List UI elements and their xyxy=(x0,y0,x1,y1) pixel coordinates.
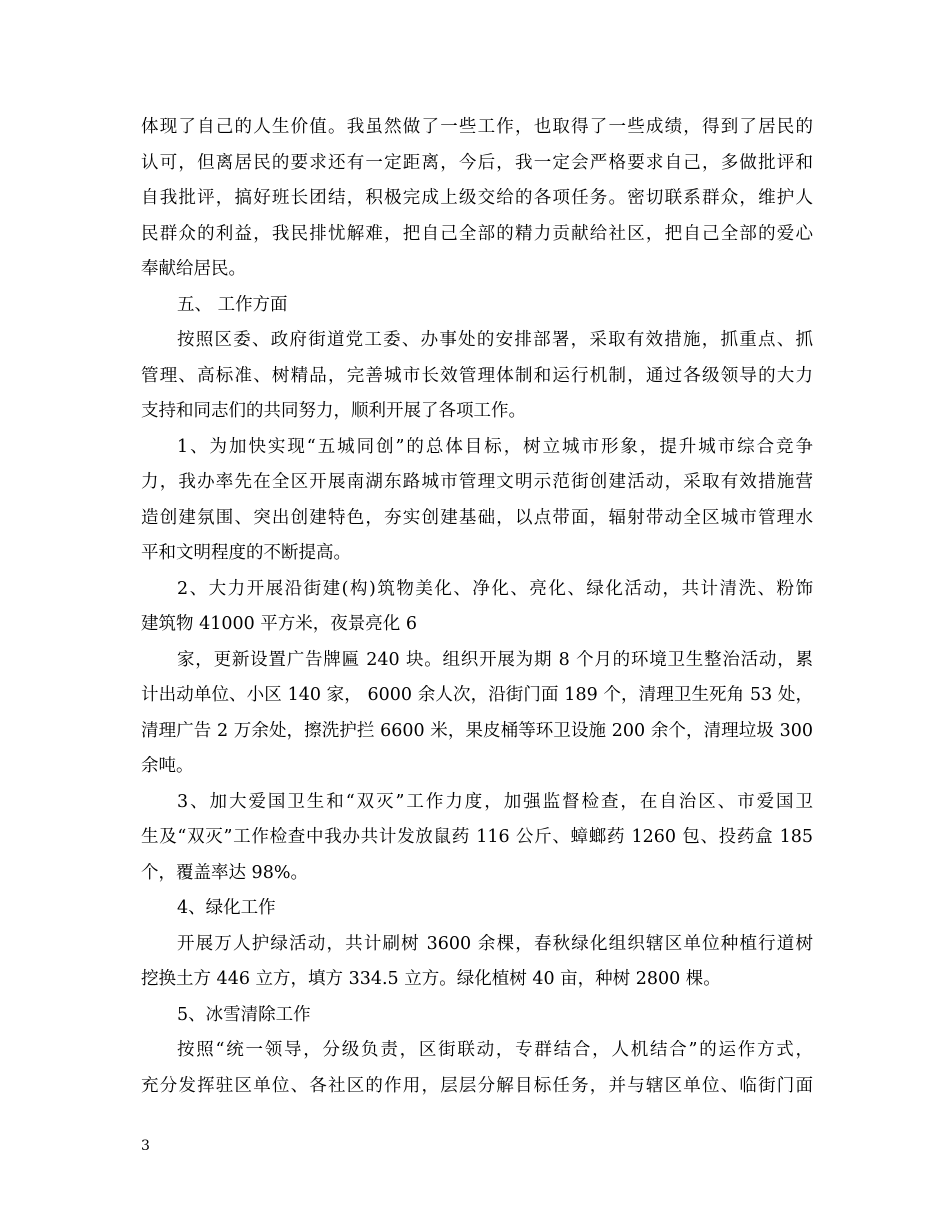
text-line-15: 建筑物 41000 平方米，夜景亮化 6 xyxy=(141,614,417,634)
text-line-22: 个，覆盖率达 98%。 xyxy=(141,862,308,883)
text-line-2: 认可，但离居民的要求还有一定距离，今后，我一定会严格要求自己，多做批评和 xyxy=(141,152,813,173)
text-line-28: 充分发挥驻区单位、各社区的作用，层层分解目标任务，并与辖区单位、临街门面 xyxy=(141,1075,813,1096)
document-body xyxy=(141,110,813,1104)
text-line-27: 按照“统一领导，分级负责，区街联动，专群结合，人机结合”的运作方式， xyxy=(177,1040,813,1060)
text-line-25: 挖换土方 446 立方，填方 334.5 立方。绿化植树 40 亩，种树 2800 棵。 xyxy=(141,969,721,989)
text-line-14: 2、大力开展沿街建(构)筑物美化、净化、亮化、绿化活动，共计清洗、粉饰 xyxy=(177,578,813,599)
text-line-4: 民群众的利益，我民排忧解难，把自己全部的精力贡献给社区，把自己全部的爱心 xyxy=(141,223,813,244)
text-line-7: 按照区委、政府街道党工委、办事处的安排部署，采取有效措施，抓重点、抓 xyxy=(177,330,813,350)
text-line-1: 体现了自己的人生价值。我虽然做了一些工作，也取得了一些成绩，得到了居民的 xyxy=(141,117,813,137)
page-number: 3 xyxy=(141,1138,150,1154)
text-line-18: 清理广告 2 万余处，擦洗护拦 6600 米，果皮桶等环卫设施 200 余个，清理垃圾 300 xyxy=(141,720,813,741)
subheading-snow-removal: 5、冰雪清除工作 xyxy=(177,1004,311,1025)
text-line-10: 1、为加快实现“五城同创”的总体目标，树立城市形象，提升城市综合竞争 xyxy=(177,436,813,457)
text-line-21: 生及“双灭”工作检查中我办共计发放鼠药 116 公斤、蟑螂药 1260 包、投药盒 185 xyxy=(141,827,813,847)
text-line-5: 奉献给居民。 xyxy=(141,259,246,279)
subheading-greening: 4、绿化工作 xyxy=(177,898,276,918)
text-line-12: 造创建氛围、突出创建特色，夯实创建基础，以点带面，辐射带动全区城市管理水 xyxy=(141,507,813,528)
text-line-9: 支持和同志们的共同努力，顺利开展了各项工作。 xyxy=(141,401,526,421)
text-line-24: 开展万人护绿活动，共计刷树 3600 余棵，春秋绿化组织辖区单位种植行道树 xyxy=(177,933,813,954)
text-line-17: 计出动单位、小区 140 家， 6000 余人次，沿街门面 189 个，清理卫生死角 53 处， xyxy=(141,685,813,705)
text-line-20: 3、加大爱国卫生和“双灭”工作力度，加强监督检查，在自治区、市爱国卫 xyxy=(177,791,813,812)
section-heading-work: 五、 工作方面 xyxy=(177,294,288,315)
text-line-8: 管理、高标准、树精品，完善城市长效管理体制和运行机制，通过各级领导的大力 xyxy=(141,365,813,386)
text-line-3: 自我批评，搞好班长团结，积极完成上级交给的各项任务。密切联系群众，维护人 xyxy=(141,188,813,208)
text-line-16: 家，更新设置广告牌匾 240 块。组织开展为期 8 个月的环境卫生整治活动，累 xyxy=(177,649,813,670)
text-line-13: 平和文明程度的不断提高。 xyxy=(141,543,351,563)
text-line-11: 力，我办率先在全区开展南湖东路城市管理文明示范街创建活动，采取有效措施营 xyxy=(141,472,813,492)
text-line-19: 余吨。 xyxy=(141,756,194,776)
